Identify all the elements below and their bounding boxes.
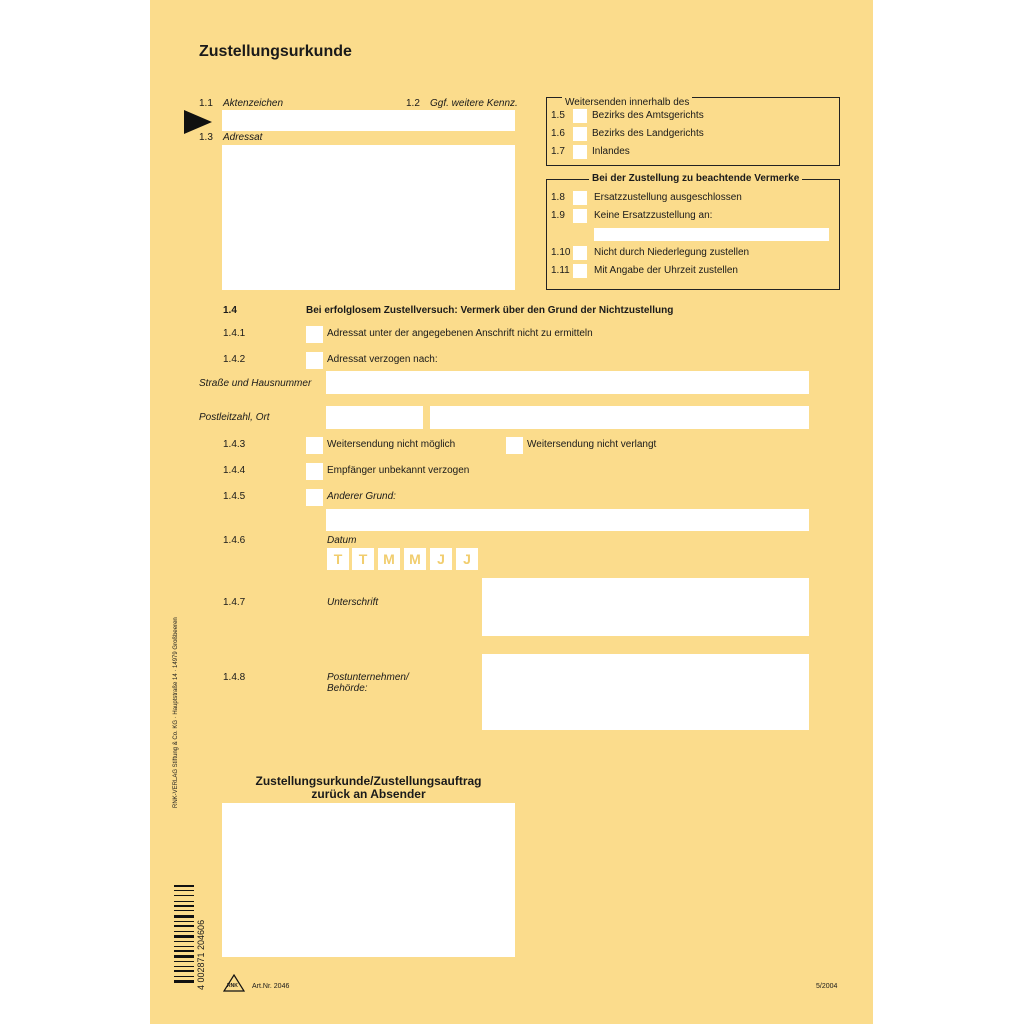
date-cell-year-2[interactable]: J <box>456 548 478 570</box>
row-1-4-3-label-b: Weitersendung nicht verlangt <box>527 439 657 450</box>
field-1-1-label: Aktenzeichen <box>223 98 284 109</box>
postal-label: Postleitzahl, Ort <box>199 412 270 423</box>
forward-1-5-checkbox[interactable] <box>573 109 587 123</box>
row-1-4-4-number: 1.4.4 <box>223 465 246 476</box>
date-cell-year-1[interactable]: J <box>430 548 452 570</box>
barcode-bar <box>174 905 194 907</box>
row-1-4-4-label: Empfänger unbekannt verzogen <box>327 465 470 476</box>
notes-1-8-number: 1.8 <box>551 192 565 203</box>
barcode-bar <box>174 901 194 902</box>
row-1-4-5-label: Anderer Grund: <box>327 491 396 502</box>
row-1-4-7-number: 1.4.7 <box>223 597 246 608</box>
arrow-marker-icon <box>184 110 214 134</box>
barcode-bar <box>174 925 194 927</box>
forward-1-6-label: Bezirks des Landgerichts <box>592 128 704 139</box>
row-1-4-3-label-a: Weitersendung nicht möglich <box>327 439 456 450</box>
street-label: Straße und Hausnummer <box>199 378 312 389</box>
date-cell-month-2[interactable]: M <box>404 548 426 570</box>
city-field[interactable] <box>430 406 809 429</box>
row-1-4-3-checkbox-a[interactable] <box>306 437 323 454</box>
row-1-4-8-label-1: Postunternehmen/ <box>327 672 409 683</box>
notes-1-8-checkbox[interactable] <box>573 191 587 205</box>
forward-1-7-checkbox[interactable] <box>573 145 587 159</box>
notes-1-9-number: 1.9 <box>551 210 565 221</box>
street-field[interactable] <box>326 371 809 394</box>
return-address-field[interactable] <box>222 803 515 957</box>
row-1-4-6-number: 1.4.6 <box>223 535 246 546</box>
keine-ersatzzustellung-field[interactable] <box>594 228 829 241</box>
forward-1-7-number: 1.7 <box>551 146 565 157</box>
row-1-4-7-label: Unterschrift <box>327 597 379 608</box>
barcode-bar <box>174 976 194 977</box>
row-1-4-6-label: Datum <box>327 535 357 546</box>
barcode-bar <box>174 946 194 947</box>
row-1-4-8-number: 1.4.8 <box>223 672 246 683</box>
edition-date: 5/2004 <box>816 983 838 990</box>
return-heading <box>222 775 515 801</box>
field-1-3-number: 1.3 <box>199 132 213 143</box>
date-cell-day-1[interactable]: T <box>327 548 349 570</box>
postal-code-field[interactable] <box>326 406 423 429</box>
forward-1-7-label: Inlandes <box>592 146 630 157</box>
field-1-3-label: Adressat <box>223 132 263 143</box>
field-1-2-number: 1.2 <box>406 98 420 109</box>
failed-header: Bei erfolglosem Zustellversuch: Vermerk über den Grund der Nichtzustellung <box>306 305 674 316</box>
barcode-bar <box>174 915 194 918</box>
notes-1-9-label: Keine Ersatzzustellung an: <box>594 210 713 221</box>
field-1-2-label: Ggf. weitere Kennz. <box>430 98 518 109</box>
notes-1-11-number: 1.11 <box>551 265 570 276</box>
row-1-4-5-checkbox[interactable] <box>306 489 323 506</box>
notes-1-10-label: Nicht durch Niederlegung zustellen <box>594 247 750 258</box>
field-1-1-number: 1.1 <box>199 98 213 109</box>
forward-1-6-number: 1.6 <box>551 128 565 139</box>
row-1-4-2-checkbox[interactable] <box>306 352 323 369</box>
notes-1-10-number: 1.10 <box>551 247 571 258</box>
aktenzeichen-field[interactable] <box>222 110 515 131</box>
date-cell-day-2[interactable]: T <box>352 548 374 570</box>
row-1-4-3-checkbox-b[interactable] <box>506 437 523 454</box>
barcode-bar <box>174 941 194 942</box>
barcode-bars <box>174 885 194 987</box>
row-1-4-1-checkbox[interactable] <box>306 326 323 343</box>
row-1-4-2-number: 1.4.2 <box>223 354 246 365</box>
notes-1-11-label: Mit Angabe der Uhrzeit zustellen <box>594 265 738 276</box>
notes-1-9-checkbox[interactable] <box>573 209 587 223</box>
barcode-bar <box>174 955 194 958</box>
barcode-bar <box>174 970 194 972</box>
failed-number: 1.4 <box>223 305 237 316</box>
barcode-bar <box>174 950 194 952</box>
barcode-bar <box>174 931 194 932</box>
barcode-bar <box>174 910 194 911</box>
notes-1-10-checkbox[interactable] <box>573 246 587 260</box>
barcode-bar <box>174 980 194 983</box>
barcode-bar <box>174 890 194 891</box>
signature-field[interactable] <box>482 578 809 636</box>
barcode-number: 4 002871 204606 <box>196 919 206 990</box>
row-1-4-2-label: Adressat verzogen nach: <box>327 354 438 365</box>
forward-1-6-checkbox[interactable] <box>573 127 587 141</box>
row-1-4-4-checkbox[interactable] <box>306 463 323 480</box>
post-company-field[interactable] <box>482 654 809 730</box>
notes-1-11-checkbox[interactable] <box>573 264 587 278</box>
row-1-4-8-label-2: Behörde: <box>327 683 368 694</box>
row-1-4-1-label: Adressat unter der angegebenen Anschrift nicht zu ermitteln <box>327 328 593 339</box>
forward-1-5-label: Bezirks des Amtsgerichts <box>592 110 704 121</box>
form-title: Zustellungsurkunde <box>199 43 352 60</box>
notes-1-8-label: Ersatzzustellung ausgeschlossen <box>594 192 742 203</box>
date-cell-month-1[interactable]: M <box>378 548 400 570</box>
barcode-bar <box>174 966 194 967</box>
rnk-logo-text: RNK <box>227 983 238 989</box>
other-reason-field[interactable] <box>326 509 809 531</box>
barcode-bar <box>174 895 194 896</box>
adressat-field[interactable] <box>222 145 515 290</box>
forward-1-5-number: 1.5 <box>551 110 565 121</box>
return-heading-line-1: Zustellungsurkunde/Zustellungsauftrag <box>255 774 482 788</box>
row-1-4-1-number: 1.4.1 <box>223 328 246 339</box>
publisher-imprint: RNK-VERLAG Stiftung & Co. KG · Hauptstraße 14 · 14979 Großbeeren <box>173 617 179 808</box>
forward-header: Weitersenden innerhalb des <box>562 97 692 109</box>
barcode-bar <box>174 921 194 922</box>
row-1-4-5-number: 1.4.5 <box>223 491 246 502</box>
barcode-bar <box>174 961 194 962</box>
return-heading-line-2: zurück an Absender <box>311 787 426 801</box>
row-1-4-3-number: 1.4.3 <box>223 439 246 450</box>
notes-header: Bei der Zustellung zu beachtende Vermerke <box>589 173 802 185</box>
barcode-bar <box>174 935 194 938</box>
article-number: Art.Nr. 2046 <box>252 983 290 990</box>
barcode-bar <box>174 885 194 887</box>
